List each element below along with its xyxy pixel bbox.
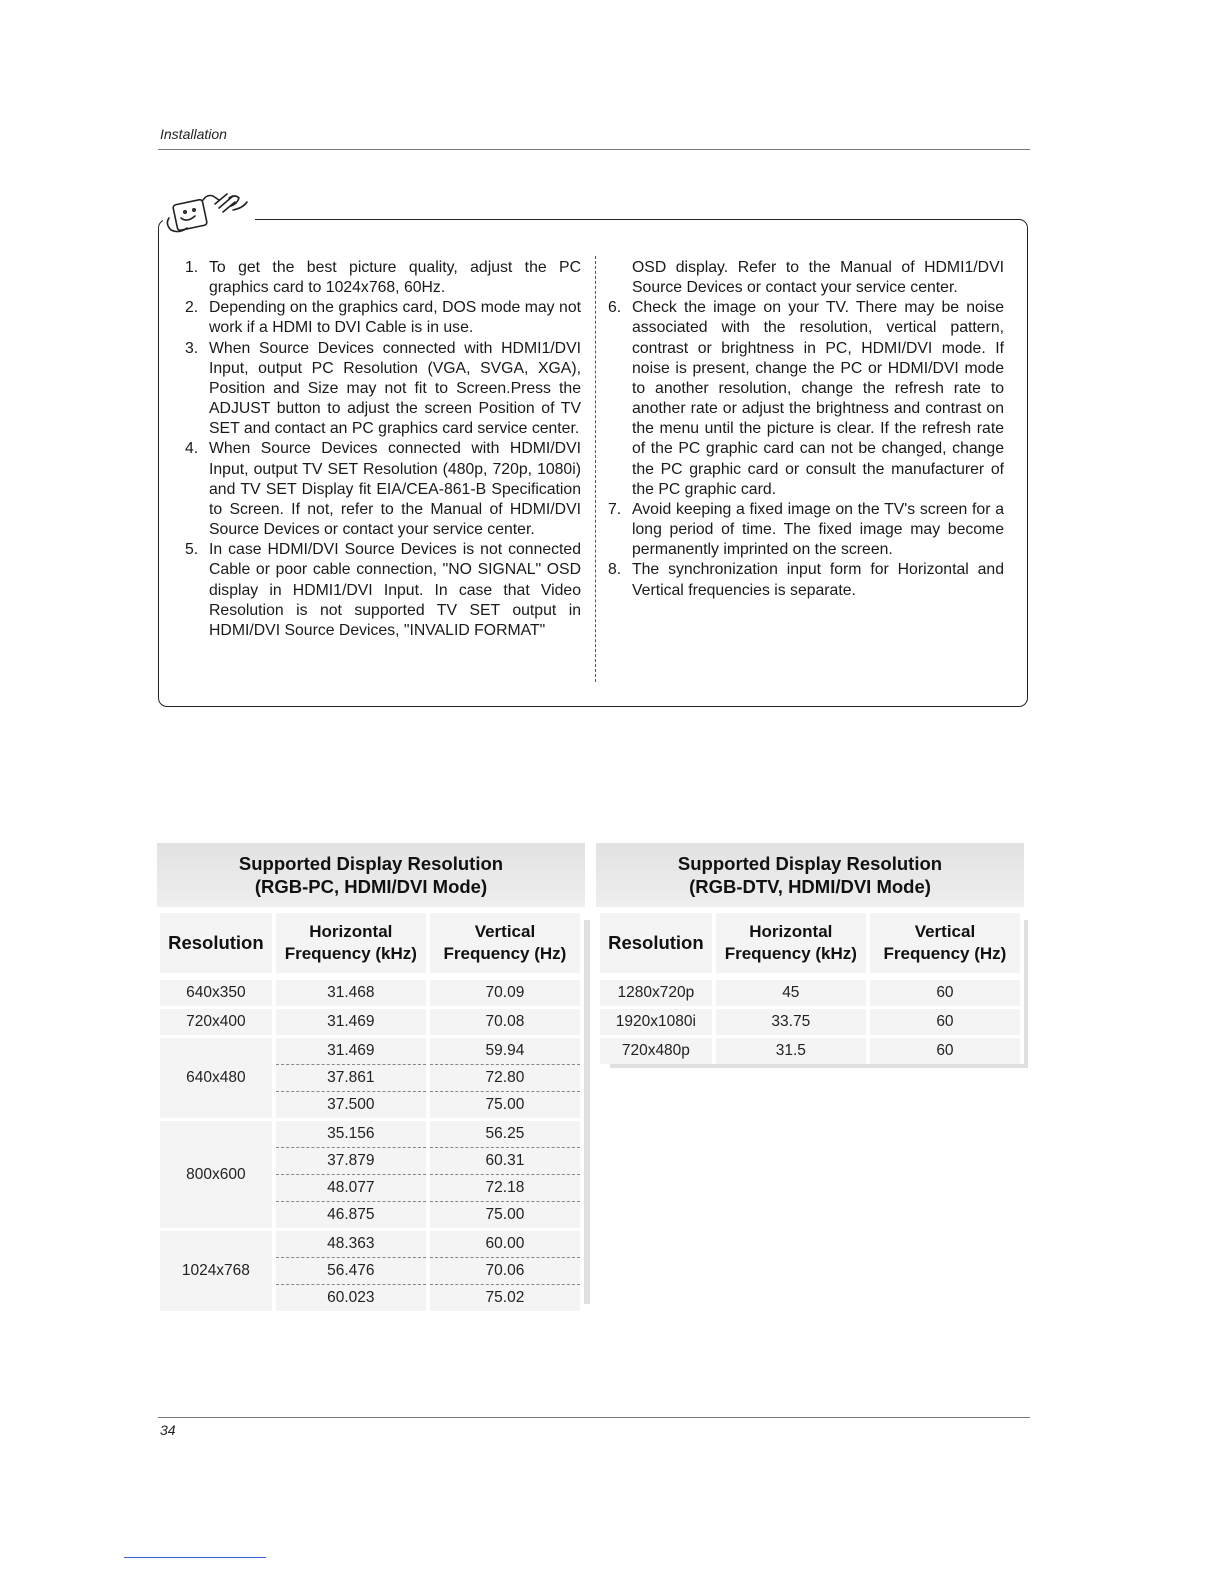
resolution-cell: 1920x1080i [600, 1008, 714, 1037]
vertical-cell: 70.06 [428, 1258, 582, 1285]
resolution-cell: 1280x720p [600, 979, 714, 1008]
resolution-cell: 720x400 [160, 1008, 274, 1037]
vertical-cell: 70.09 [428, 979, 582, 1008]
note-item: 3. When Source Devices connected with HDMI1/DVI Input, output PC Resolution (VGA, SVGA, XGA), Position and Size may not fit to Screen.Press the ADJUST button to adjust the screen Position of TV SET and contact an PC graphics card service center. [185, 339, 581, 438]
table-row [160, 1230, 582, 1258]
vertical-cell: 75.00 [428, 1092, 582, 1120]
horizontal-cell: 48.363 [274, 1230, 428, 1258]
note-item: 5. In case HDMI/DVI Source Devices is not connected Cable or poor cable connection, "NO SIGNAL" OSD display in HDMI1/DVI Input. In case that Video Resolution is not supported TV SET output in HDMI/DVI Source Devices, "INVALID FORMAT" [185, 541, 581, 639]
table-row [160, 1008, 582, 1037]
horizontal-cell: 31.469 [274, 1008, 428, 1037]
horizontal-cell: 37.500 [274, 1092, 428, 1120]
bottom-link-underline [124, 1557, 266, 1558]
note-item: 7. Avoid keeping a fixed image on the TV's screen for a long period of time. The fixed image may become permanently imprinted on the screen. [608, 500, 1004, 559]
table-header-row [160, 913, 582, 973]
resolution-cell: 720x480p [600, 1037, 714, 1065]
horizontal-cell: 37.879 [274, 1148, 428, 1175]
table-pc [160, 913, 584, 1311]
col-horizontal-header: Horizontal Frequency (kHz) [274, 913, 428, 973]
notes-left-column [185, 258, 581, 641]
note-hand-icon [163, 188, 255, 236]
vertical-cell: 75.02 [428, 1285, 582, 1312]
vertical-cell: 56.25 [428, 1120, 582, 1148]
table-header-row [600, 913, 1022, 973]
vertical-cell: 59.94 [428, 1037, 582, 1065]
horizontal-cell: 56.476 [274, 1258, 428, 1285]
section-header: Installation [160, 126, 227, 142]
table-dtv [600, 913, 1024, 1064]
vertical-cell: 72.18 [428, 1175, 582, 1202]
vertical-cell: 60 [868, 1037, 1022, 1065]
horizontal-cell: 31.5 [714, 1037, 868, 1065]
resolution-cell: 640x480 [160, 1037, 274, 1120]
vertical-cell: 60.00 [428, 1230, 582, 1258]
vertical-cell: 72.80 [428, 1065, 582, 1092]
table-row [600, 1037, 1022, 1065]
col-vertical-header: Vertical Frequency (Hz) [428, 913, 582, 973]
col-vertical-header: Vertical Frequency (Hz) [868, 913, 1022, 973]
table-pc-grid [160, 913, 584, 1311]
note-continuation: OSD display. Refer to the Manual of HDMI1/DVI Source Devices or contact your service center. [632, 259, 1004, 297]
page-number: 34 [160, 1422, 176, 1438]
horizontal-cell: 45 [714, 979, 868, 1008]
note-item: 4. When Source Devices connected with HDMI/DVI Input, output TV SET Resolution (480p, 720p, 1080i) and TV SET Display fit EIA/CEA-861-B Specification to Screen. If not, refer to the Manual of HDMI/DVI Source Devices or contact your service center. [185, 440, 581, 539]
table-row [160, 1120, 582, 1148]
vertical-cell: 60 [868, 1008, 1022, 1037]
vertical-cell: 60 [868, 979, 1022, 1008]
notes-column-divider [595, 256, 596, 682]
note-item: 1. To get the best picture quality, adjust the PC graphics card to 1024x768, 60Hz. [185, 259, 581, 297]
resolution-cell: 800x600 [160, 1120, 274, 1230]
note-item: 8. The synchronization input form for Horizontal and Vertical frequencies is separate. [608, 561, 1004, 599]
horizontal-cell: 33.75 [714, 1008, 868, 1037]
resolution-cell: 1024x768 [160, 1230, 274, 1312]
note-item: 2. Depending on the graphics card, DOS mode may not work if a HDMI to DVI Cable is in use. [185, 299, 581, 337]
horizontal-cell: 37.861 [274, 1065, 428, 1092]
table-dtv-grid [600, 913, 1024, 1064]
note-item: 6. Check the image on your TV. There may be noise associated with the resolution, vertical pattern, contrast or brightness in PC, HDMI/DVI mode. If noise is present, change the PC or HDMI/DVI mode to another resolution, change the refresh rate to another rate or adjust the brightness and contrast on the menu until the picture is clear. If the refresh rate of the PC graphic card can not be changed, change the PC graphic card or consult the manufacturer of the PC graphic card. [608, 299, 1004, 498]
horizontal-cell: 46.875 [274, 1202, 428, 1230]
horizontal-cell: 48.077 [274, 1175, 428, 1202]
col-horizontal-header: Horizontal Frequency (kHz) [714, 913, 868, 973]
horizontal-cell: 60.023 [274, 1285, 428, 1312]
col-resolution-header: Resolution [600, 913, 714, 973]
col-resolution-header: Resolution [160, 913, 274, 973]
table-pc-title: Supported Display Resolution (RGB-PC, HDMI/DVI Mode) [157, 843, 585, 907]
table-row [600, 1008, 1022, 1037]
vertical-cell: 70.08 [428, 1008, 582, 1037]
table-dtv-title: Supported Display Resolution (RGB-DTV, HDMI/DVI Mode) [596, 843, 1024, 907]
table-row [160, 1037, 582, 1065]
table-row [160, 979, 582, 1008]
resolution-cell: 640x350 [160, 979, 274, 1008]
horizontal-cell: 31.469 [274, 1037, 428, 1065]
footer-rule [158, 1417, 1030, 1418]
notes-right-column [608, 258, 1004, 601]
horizontal-cell: 35.156 [274, 1120, 428, 1148]
table-row [600, 979, 1022, 1008]
horizontal-cell: 31.468 [274, 979, 428, 1008]
vertical-cell: 75.00 [428, 1202, 582, 1230]
vertical-cell: 60.31 [428, 1148, 582, 1175]
header-rule [158, 149, 1030, 150]
